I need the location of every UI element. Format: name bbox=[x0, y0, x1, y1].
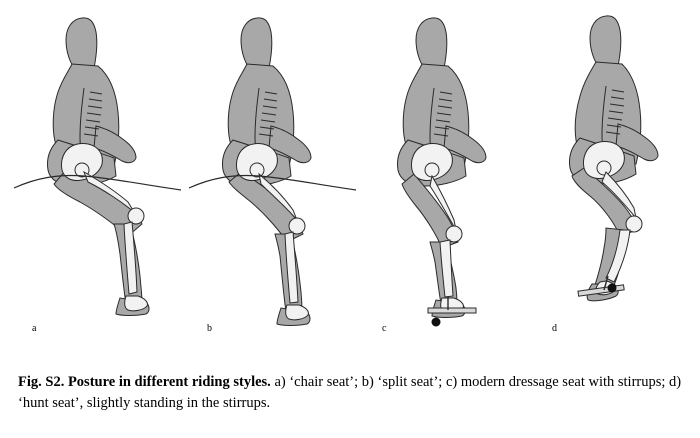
panel-hunt-seat bbox=[530, 0, 700, 352]
figure-caption bbox=[18, 372, 682, 414]
panel-label-b: b bbox=[207, 323, 212, 334]
figure-caption-text: a) ‘chair seat’; b) ‘split seat’; c) modern dressage seat with stirrups; d) ‘hunt seat’, slightly standing in the stirrups. bbox=[18, 374, 682, 412]
figure-number: Fig. S2. bbox=[18, 374, 65, 390]
panel-label-a: a bbox=[32, 323, 37, 334]
panel-split-seat bbox=[185, 0, 360, 352]
panel-dressage-seat bbox=[360, 0, 535, 352]
panel-chair-seat bbox=[10, 0, 185, 352]
figure-caption-divider bbox=[0, 360, 700, 361]
panel-label-d: d bbox=[552, 323, 557, 334]
weight-marker-d bbox=[608, 284, 617, 293]
weight-marker-c bbox=[432, 318, 441, 327]
figure-title: Posture in different riding styles. bbox=[67, 374, 271, 390]
panel-label-c: c bbox=[382, 323, 387, 334]
